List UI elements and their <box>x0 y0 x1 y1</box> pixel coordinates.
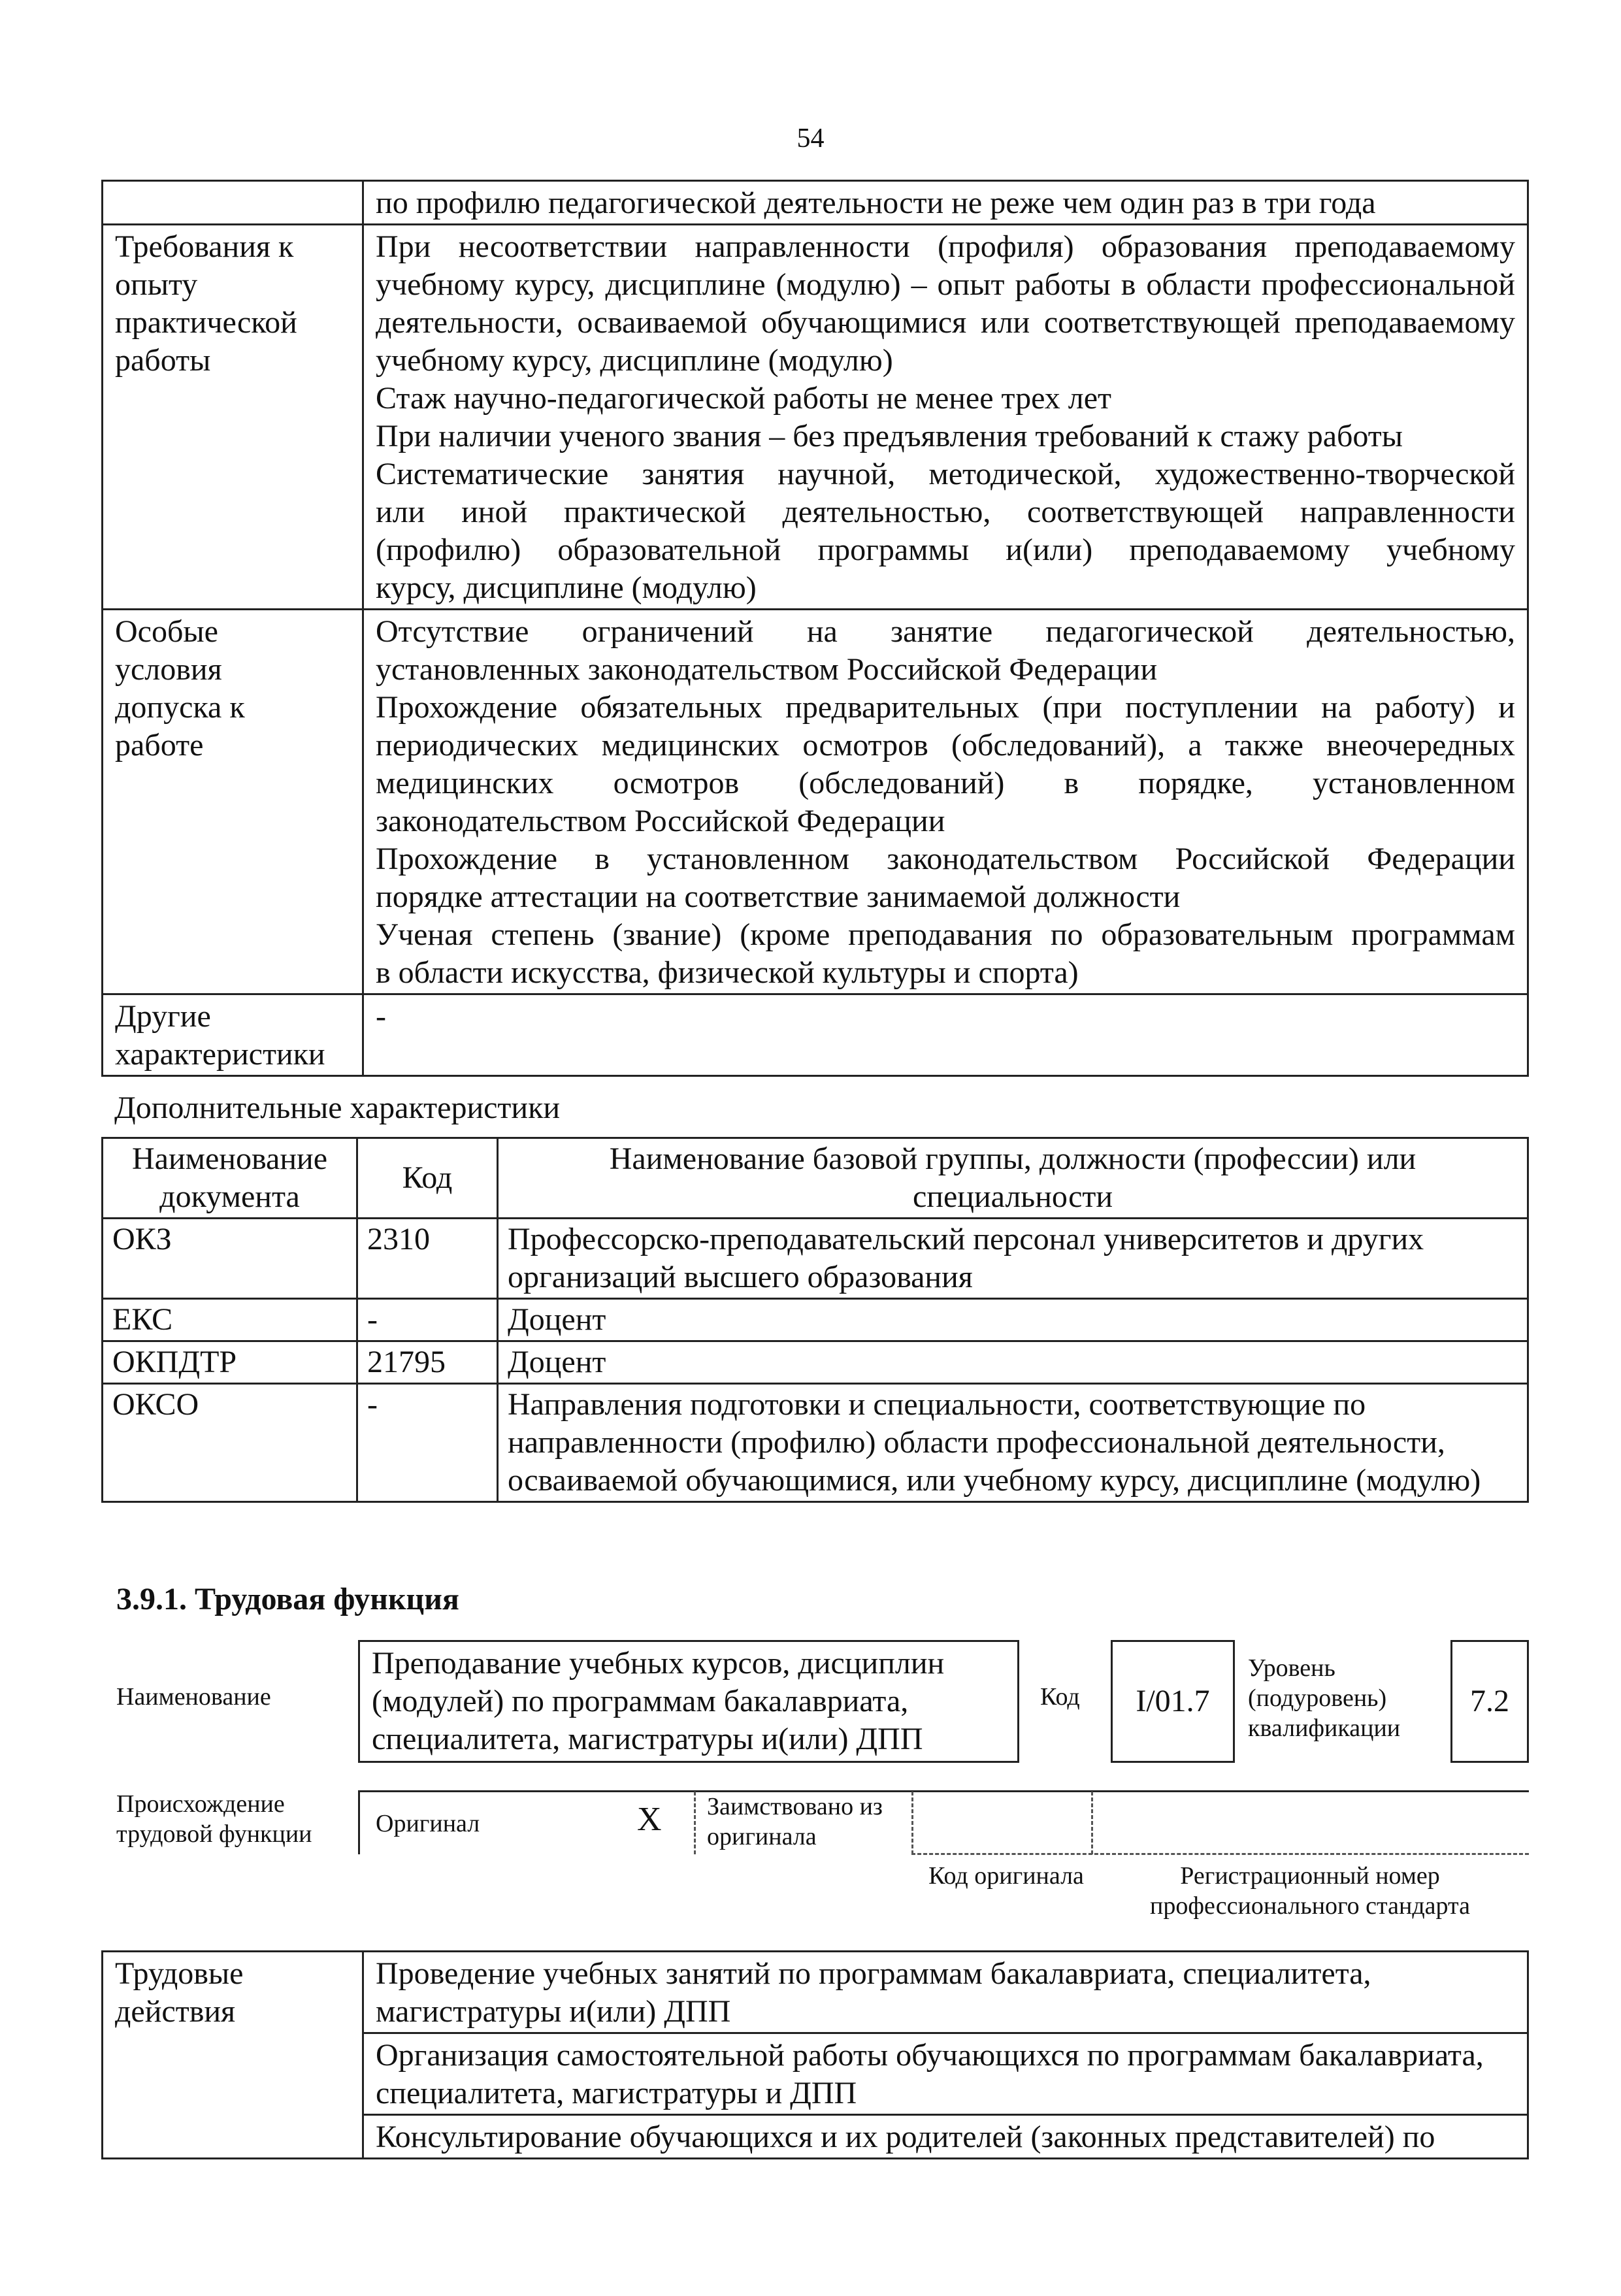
text-line: курсу, дисциплине (модулю) <box>376 570 757 605</box>
column-header: Наименование документа <box>103 1138 357 1219</box>
text-line: в области искусства, физической культуры и спорта) <box>376 955 1079 990</box>
label-line: Особые <box>115 614 218 649</box>
label-line: допуска к <box>115 690 245 725</box>
section-title: 3.9.1. Трудовая функция <box>116 1582 459 1616</box>
table-row <box>103 1384 1528 1502</box>
table-row <box>103 1299 1528 1341</box>
doc-cell: ОКПДТР <box>103 1341 357 1384</box>
action-item: Консультирование обучающихся и их родителей (законных представителей) по <box>363 2115 1528 2159</box>
text-line: или иной практической деятельностью, соответствующей направленности <box>376 495 1515 529</box>
origin-row-box <box>358 1790 1529 1854</box>
label-line: Требования к <box>115 229 294 264</box>
text-line: - <box>376 999 386 1034</box>
table-row <box>103 1219 1528 1299</box>
name-cell: Профессорско-преподавательский персонал университетов и других организаций высшего образования <box>498 1219 1528 1299</box>
row-label <box>103 610 363 994</box>
text-line: Прохождение обязательных предварительных (при поступлении на работу) и <box>376 690 1515 725</box>
text-line: Систематические занятия научной, методической, художественно-творческой <box>376 457 1515 491</box>
actions-label: Трудовые действия <box>103 1952 363 2159</box>
text-line: Стаж научно-педагогической работы не менее трех лет <box>376 381 1112 416</box>
code-value-box: I/01.7 <box>1111 1640 1235 1763</box>
label-line: практической <box>115 305 297 340</box>
text-line: учебному курсу, дисциплине (модулю) – опыт работы в области профессиональной <box>376 267 1515 302</box>
label-line: условия <box>115 652 222 687</box>
table-row <box>103 181 1528 225</box>
table-row <box>103 1341 1528 1384</box>
level-label: Уровень (подуровень) квалификации <box>1248 1654 1401 1742</box>
name-cell: Доцент <box>498 1299 1528 1341</box>
text-line: (профилю) образовательной программы и(или) преподаваемому учебному <box>376 533 1515 567</box>
table-row <box>103 1952 1528 2033</box>
table-row <box>103 225 1528 610</box>
code-cell: - <box>357 1299 498 1341</box>
text-line: При наличии ученого звания – без предъявления требований к стажу работы <box>376 419 1403 453</box>
text-line: Отсутствие ограничений на занятие педагогической деятельностью, <box>376 614 1515 649</box>
text-line: порядке аттестации на соответствие занимаемой должности <box>376 879 1181 914</box>
label-line: работе <box>115 728 204 763</box>
level-value-box: 7.2 <box>1450 1640 1529 1763</box>
original-mark: X <box>637 1801 662 1838</box>
text-line: периодических медицинских осмотров (обследований), а также внеочередных <box>376 728 1515 763</box>
action-item: Организация самостоятельной работы обучающихся по программам бакалавриата, специалитета, магистратуры и ДПП <box>363 2033 1528 2115</box>
column-header: Код <box>357 1138 498 1219</box>
borrowed-label: Заимствовано из оригинала <box>707 1793 883 1850</box>
row-label <box>103 181 363 225</box>
action-item: Проведение учебных занятий по программам бакалавриата, специалитета, магистратуры и(или) ДПП <box>363 1952 1528 2033</box>
text-line: Ученая степень (звание) (кроме преподавания по образовательным программам <box>376 917 1515 952</box>
label-line: опыту <box>115 267 198 302</box>
requirements-table <box>101 180 1529 1077</box>
divider <box>694 1792 696 1854</box>
text-line: учебному курсу, дисциплине (модулю) <box>376 343 893 378</box>
doc-cell: ОКСО <box>103 1384 357 1502</box>
row-label <box>103 994 363 1076</box>
code-cell: 21795 <box>357 1341 498 1384</box>
text-line: установленных законодательством Российской Федерации <box>376 652 1158 687</box>
text-line: по профилю педагогической деятельности не реже чем один раз в три года <box>376 186 1376 220</box>
row-content <box>363 994 1528 1076</box>
row-content <box>363 181 1528 225</box>
name-cell: Доцент <box>498 1341 1528 1384</box>
code-cell: - <box>357 1384 498 1502</box>
original-label: Оригинал <box>376 1810 480 1837</box>
reg-number-label: Регистрационный номер профессионального стандарта <box>1150 1862 1470 1920</box>
column-header: Наименование базовой группы, должности (профессии) или специальности <box>498 1138 1528 1219</box>
divider <box>911 1792 913 1854</box>
text-line: При несоответствии направленности (профиля) образования преподаваемому <box>376 229 1515 264</box>
text-line: медицинских осмотров (обследований) в порядке, установленном <box>376 766 1515 800</box>
doc-cell: ЕКС <box>103 1299 357 1341</box>
text-line: Прохождение в установленном законодательством Российской Федерации <box>376 842 1515 876</box>
actions-table <box>101 1950 1529 2159</box>
row-content <box>363 225 1528 610</box>
page-number: 54 <box>796 123 825 154</box>
function-name-box: Преподавание учебных курсов, дисциплин (модулей) по программам бакалавриата, специалитета, магистратуры и(или) ДПП <box>358 1640 1019 1763</box>
name-label: Наименование <box>116 1683 271 1711</box>
code-cell: 2310 <box>357 1219 498 1299</box>
table-header-row <box>103 1138 1528 1219</box>
additional-caption: Дополнительные характеристики <box>114 1091 561 1125</box>
divider <box>1091 1792 1093 1854</box>
label-line: характеристики <box>115 1037 325 1072</box>
divider <box>911 1853 1529 1855</box>
doc-cell: ОКЗ <box>103 1219 357 1299</box>
row-label <box>103 225 363 610</box>
name-cell: Направления подготовки и специальности, соответствующие по направленности (профилю) области профессиональной деятельности, осваиваемой обучающимися, или учебному курсу, дисциплине (модулю) <box>498 1384 1528 1502</box>
table-row <box>103 994 1528 1076</box>
text-line: законодательством Российской Федерации <box>376 804 945 838</box>
label-line: работы <box>115 343 211 378</box>
origin-label: Происхождение трудовой функции <box>116 1790 312 1848</box>
label-line: Другие <box>115 999 211 1034</box>
orig-code-label: Код оригинала <box>928 1862 1084 1890</box>
additional-table <box>101 1137 1529 1503</box>
row-content <box>363 610 1528 994</box>
code-label: Код <box>1040 1683 1080 1711</box>
text-line: деятельности, осваиваемой обучающимися или соответствующей преподаваемому <box>376 305 1515 340</box>
table-row <box>103 610 1528 994</box>
